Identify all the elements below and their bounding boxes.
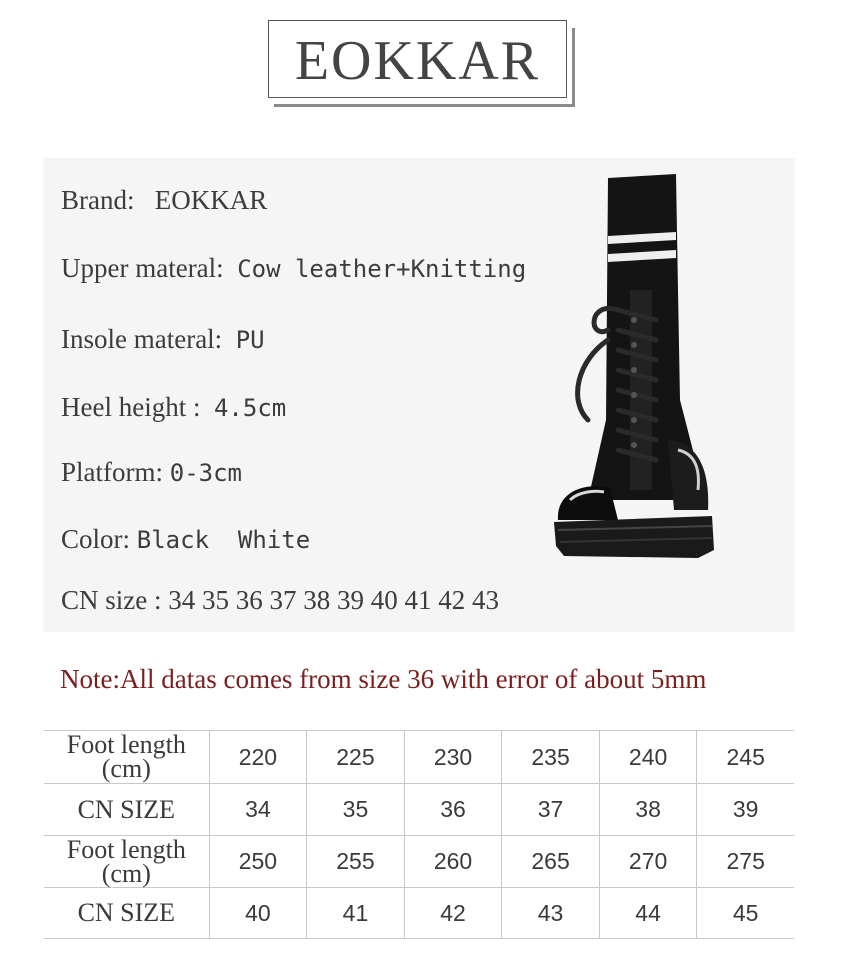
foot-length-label: Foot length — [66, 834, 186, 864]
spec-platform — [61, 457, 242, 488]
insole-label: Insole materal: — [61, 324, 223, 354]
brand-label: Brand: — [61, 185, 135, 215]
size-table — [44, 730, 794, 939]
table-cell: 40 — [209, 888, 307, 939]
table-row — [44, 836, 794, 888]
table-cell: 42 — [404, 888, 502, 939]
table-cell: 275 — [697, 836, 794, 888]
table-cell: 34 — [209, 784, 307, 836]
table-cell: 255 — [307, 836, 405, 888]
table-cell: 250 — [209, 836, 307, 888]
foot-length-label: Foot length — [66, 730, 186, 759]
spec-color — [61, 524, 310, 555]
color-label: Color: — [61, 524, 131, 554]
table-cell: 260 — [404, 836, 502, 888]
foot-length-unit: (cm) — [101, 858, 151, 888]
table-row — [44, 731, 794, 784]
table-cell: 235 — [502, 731, 600, 784]
spec-insole — [61, 324, 265, 355]
table-cell: 230 — [404, 731, 502, 784]
table-cell: 41 — [307, 888, 405, 939]
platform-label: Platform: — [61, 457, 163, 487]
table-cell: 35 — [307, 784, 405, 836]
heel-value: 4.5cm — [213, 394, 287, 422]
size-value: 34 35 36 37 38 39 40 41 42 43 — [168, 585, 499, 615]
table-cell: 36 — [404, 784, 502, 836]
cn-size-header: CN SIZE — [44, 888, 209, 939]
table-cell: 44 — [599, 888, 697, 939]
brand-logo — [268, 20, 573, 106]
size-label: CN size : — [61, 585, 162, 615]
table-row — [44, 784, 794, 836]
table-row — [44, 888, 794, 939]
spec-heel — [61, 392, 286, 423]
table-cell: 220 — [209, 731, 307, 784]
spec-upper — [61, 253, 526, 284]
heel-label: Heel height : — [61, 392, 201, 422]
spec-size — [61, 585, 499, 616]
insole-value: PU — [235, 326, 265, 354]
table-cell: 225 — [307, 731, 405, 784]
logo-text: EOKKAR — [294, 30, 541, 92]
table-cell: 240 — [599, 731, 697, 784]
table-cell: 43 — [502, 888, 600, 939]
table-cell: 37 — [502, 784, 600, 836]
upper-label: Upper materal: — [61, 253, 224, 283]
color-value: Black White — [136, 526, 311, 554]
size-note: Note:All datas comes from size 36 with error of about 5mm — [60, 664, 707, 694]
platform-value: 0-3cm — [169, 459, 242, 487]
table-cell: 38 — [599, 784, 697, 836]
table-cell: 45 — [697, 888, 794, 939]
table-cell: 245 — [697, 731, 794, 784]
foot-length-header — [44, 836, 209, 888]
spec-brand — [61, 185, 267, 216]
brand-value: EOKKAR — [154, 185, 268, 215]
table-cell: 265 — [502, 836, 600, 888]
table-cell: 270 — [599, 836, 697, 888]
cn-size-header: CN SIZE — [44, 784, 209, 836]
upper-value: Cow leather+Knitting — [237, 255, 527, 283]
table-cell: 39 — [697, 784, 794, 836]
boot-image — [548, 170, 758, 562]
foot-length-header — [44, 731, 209, 784]
foot-length-unit: (cm) — [101, 754, 151, 783]
logo-box — [268, 20, 567, 98]
